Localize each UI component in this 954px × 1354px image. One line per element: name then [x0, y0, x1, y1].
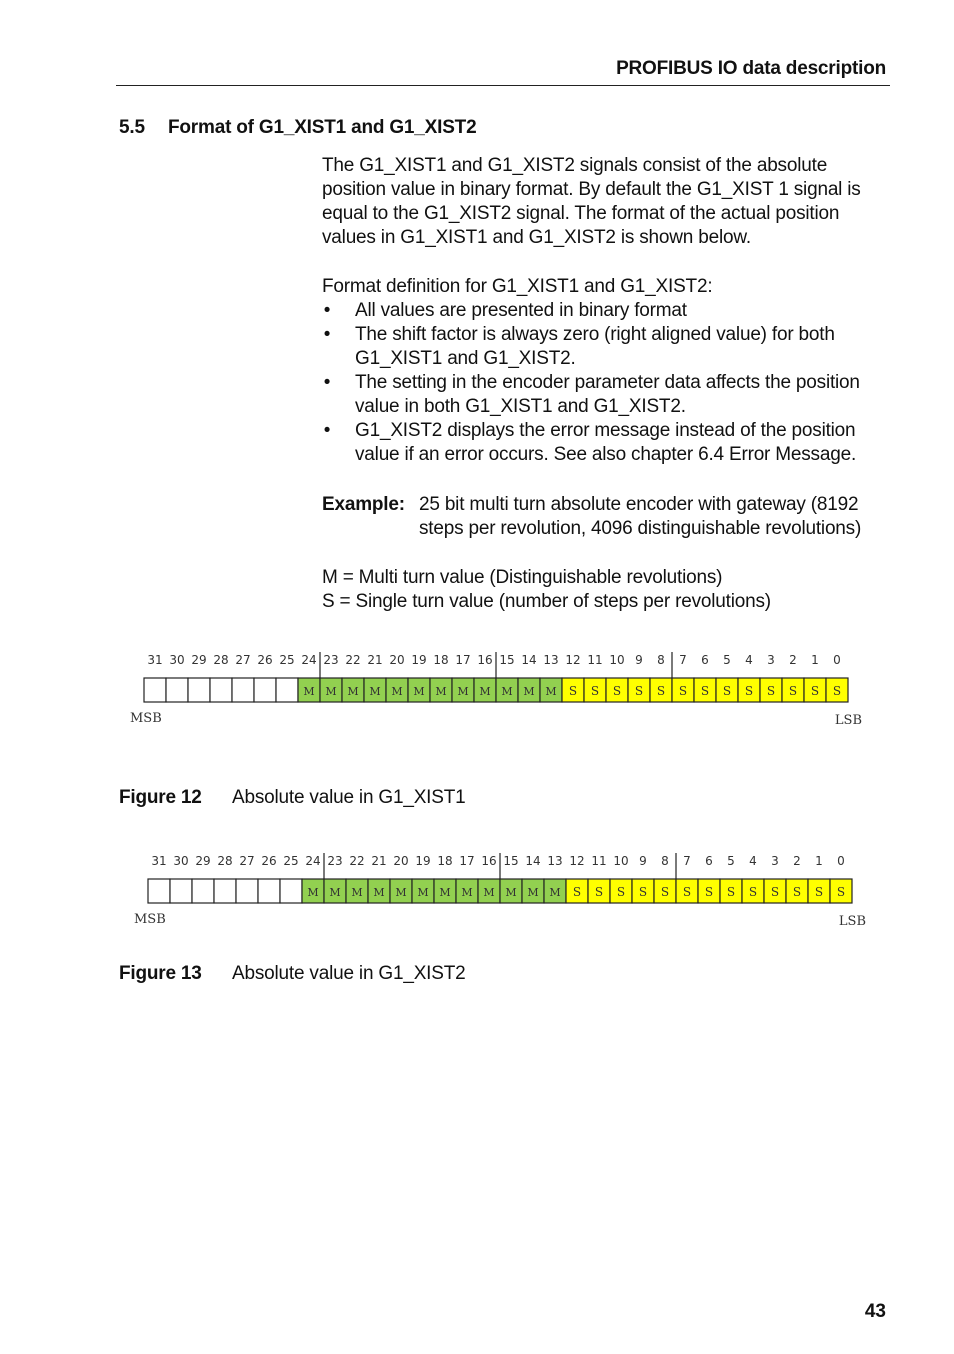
- bit-cell: [258, 879, 280, 903]
- bit-number-label: 10: [609, 653, 625, 667]
- bit-number-label: 23: [323, 653, 339, 667]
- bit-cell: [276, 678, 298, 702]
- bit-cell-label: S: [682, 885, 692, 899]
- bit-cell-label: M: [457, 685, 469, 698]
- bit-number-label: 30: [173, 854, 189, 868]
- bit-number-label: 28: [213, 653, 229, 667]
- bit-cell: [144, 678, 166, 702]
- bit-cell-label: S: [788, 684, 798, 698]
- bit-number-label: 31: [147, 653, 163, 667]
- bit-cell: [192, 879, 214, 903]
- section-number: 5.5: [119, 117, 145, 138]
- bit-number-label: 5: [723, 653, 731, 667]
- bit-cell-label: S: [770, 885, 780, 899]
- bit-cell-label: M: [483, 886, 495, 899]
- example-block: [322, 493, 892, 541]
- bit-cell-label: S: [766, 684, 776, 698]
- bit-cell: [166, 678, 188, 702]
- bullet-item: • G1_XIST2 displays the error message instead of the position value if an error occurs. See also chapter 6.4 Error Message.: [323, 420, 857, 465]
- bit-number-label: 2: [793, 854, 801, 868]
- bit-cell-label: M: [523, 685, 535, 698]
- bit-number-label: 18: [433, 653, 449, 667]
- msb-label: MSB: [134, 912, 166, 927]
- bit-cell-label: M: [435, 685, 447, 698]
- bit-cell-label: S: [832, 684, 842, 698]
- bit-cell-label: S: [656, 684, 666, 698]
- bit-number-label: 7: [679, 653, 687, 667]
- bullet-item: • All values are presented in binary format: [323, 300, 687, 321]
- bit-cell-label: S: [744, 684, 754, 698]
- bit-cell: [280, 879, 302, 903]
- bit-cell-label: M: [413, 685, 425, 698]
- bitfield-diagram-g1-xist2: [130, 847, 870, 931]
- section-heading: [119, 117, 476, 139]
- bit-cell-label: S: [748, 885, 758, 899]
- bit-cell: [232, 678, 254, 702]
- bit-cell-label: M: [325, 685, 337, 698]
- bit-cell-label: M: [417, 886, 429, 899]
- bit-number-label: 6: [701, 653, 709, 667]
- bit-number-label: 3: [771, 854, 779, 868]
- running-header-title: PROFIBUS IO data description: [616, 58, 886, 79]
- bit-cell-label: S: [814, 885, 824, 899]
- bit-cell-label: M: [395, 886, 407, 899]
- bit-cell-label: S: [572, 885, 582, 899]
- bit-cell-label: M: [391, 685, 403, 698]
- bit-cell-label: S: [726, 885, 736, 899]
- bit-cell-label: S: [638, 885, 648, 899]
- bit-number-label: 22: [345, 653, 361, 667]
- bit-number-label: 12: [569, 854, 585, 868]
- bit-cell-label: S: [590, 684, 600, 698]
- bit-number-label: 4: [749, 854, 757, 868]
- format-heading: Format definition for G1_XIST1 and G1_XIST2:: [322, 276, 713, 297]
- bit-cell-label: M: [505, 886, 517, 899]
- bit-cell-label: M: [527, 886, 539, 899]
- bit-number-label: 16: [481, 854, 497, 868]
- bit-number-label: 1: [815, 854, 823, 868]
- legend-single-turn: S = Single turn value (number of steps per revolutions): [322, 591, 771, 612]
- format-bullet-list: [322, 299, 892, 467]
- bit-number-label: 29: [195, 854, 211, 868]
- bullet-dot: •: [323, 300, 331, 321]
- bit-cell: [170, 879, 192, 903]
- bit-number-label: 9: [639, 854, 647, 868]
- bit-number-label: 19: [415, 854, 431, 868]
- bullet-dot: •: [323, 324, 331, 345]
- bit-cell: [188, 678, 210, 702]
- bit-number-label: 21: [371, 854, 387, 868]
- bit-cell-label: S: [612, 684, 622, 698]
- bit-number-label: 14: [521, 653, 537, 667]
- bit-number-label: 16: [477, 653, 493, 667]
- legend-multi-turn: M = Multi turn value (Distinguishable revolutions): [322, 567, 723, 588]
- bit-cell-label: S: [722, 684, 732, 698]
- bit-number-label: 25: [279, 653, 295, 667]
- bit-number-label: 5: [727, 854, 735, 868]
- bit-cell: [148, 879, 170, 903]
- bit-number-label: 0: [833, 653, 841, 667]
- bit-number-label: 4: [745, 653, 753, 667]
- bit-cell-label: M: [329, 886, 341, 899]
- bit-cell-label: M: [373, 886, 385, 899]
- figure-title: Absolute value in G1_XIST1: [232, 787, 466, 808]
- bit-number-label: 9: [635, 653, 643, 667]
- bit-number-label: 28: [217, 854, 233, 868]
- bit-number-label: 24: [301, 653, 317, 667]
- bit-cell: [254, 678, 276, 702]
- bit-cell-label: M: [501, 685, 513, 698]
- bit-number-label: 25: [283, 854, 299, 868]
- bit-number-label: 13: [543, 653, 559, 667]
- bullet-dot: •: [323, 420, 331, 441]
- bit-cell-label: M: [351, 886, 363, 899]
- bit-cell-label: S: [634, 684, 644, 698]
- bit-number-label: 18: [437, 854, 453, 868]
- intro-paragraph: [322, 154, 892, 250]
- bit-cell-label: M: [347, 685, 359, 698]
- bit-number-label: 12: [565, 653, 581, 667]
- bit-number-label: 31: [151, 854, 167, 868]
- bit-cell-label: M: [461, 886, 473, 899]
- bit-number-label: 21: [367, 653, 383, 667]
- example-label: Example:: [322, 494, 405, 515]
- bit-number-label: 20: [393, 854, 409, 868]
- bit-cell-label: S: [678, 684, 688, 698]
- bit-number-label: 10: [613, 854, 629, 868]
- bit-number-label: 11: [587, 653, 603, 667]
- bit-cell: [236, 879, 258, 903]
- bit-number-label: 17: [459, 854, 475, 868]
- bit-cell-label: S: [810, 684, 820, 698]
- bit-number-label: 14: [525, 854, 541, 868]
- bit-cell-label: S: [568, 684, 578, 698]
- bit-number-label: 15: [503, 854, 519, 868]
- bit-cell-label: M: [369, 685, 381, 698]
- figure-caption: [119, 787, 466, 809]
- bit-number-label: 30: [169, 653, 185, 667]
- format-definition: [322, 275, 892, 467]
- bit-cell: [214, 879, 236, 903]
- bit-number-label: 27: [235, 653, 251, 667]
- page-number: 43: [864, 1301, 886, 1322]
- bit-number-label: 19: [411, 653, 427, 667]
- msb-label: MSB: [130, 711, 162, 726]
- bit-number-label: 1: [811, 653, 819, 667]
- bit-cell-label: S: [700, 684, 710, 698]
- bit-number-label: 3: [767, 653, 775, 667]
- bit-number-label: 17: [455, 653, 471, 667]
- bit-number-label: 0: [837, 854, 845, 868]
- bit-number-label: 11: [591, 854, 607, 868]
- bit-number-label: 8: [657, 653, 665, 667]
- figure-label: Figure 13: [119, 963, 202, 984]
- bit-number-label: 15: [499, 653, 515, 667]
- bit-number-label: 8: [661, 854, 669, 868]
- bit-number-label: 23: [327, 854, 343, 868]
- bullet-dot: •: [323, 372, 331, 393]
- bit-number-label: 29: [191, 653, 207, 667]
- figure-caption: [119, 963, 466, 985]
- section-title: Format of G1_XIST1 and G1_XIST2: [168, 117, 477, 138]
- bit-number-label: 26: [257, 653, 273, 667]
- bit-number-label: 24: [305, 854, 321, 868]
- bit-cell-label: M: [479, 685, 491, 698]
- bit-cell-label: M: [545, 685, 557, 698]
- lsb-label: LSB: [838, 914, 866, 929]
- bit-cell-label: M: [549, 886, 561, 899]
- bit-cell-label: M: [303, 685, 315, 698]
- bit-number-label: 20: [389, 653, 405, 667]
- bitfield-diagram-g1-xist1: [126, 646, 866, 730]
- bit-number-label: 22: [349, 854, 365, 868]
- bit-number-label: 26: [261, 854, 277, 868]
- bit-cell-label: S: [660, 885, 670, 899]
- bit-cell-label: S: [836, 885, 846, 899]
- intro-line: values in G1_XIST1 and G1_XIST2 is shown below.: [322, 227, 751, 248]
- intro-line: equal to the G1_XIST2 signal. The format of the actual position: [322, 203, 840, 224]
- bit-cell-label: M: [439, 886, 451, 899]
- lsb-label: LSB: [834, 713, 862, 728]
- header-rule: [116, 85, 890, 86]
- bit-number-label: 27: [239, 854, 255, 868]
- intro-line: position value in binary format. By default the G1_XIST 1 signal is: [322, 179, 861, 200]
- bit-number-label: 13: [547, 854, 563, 868]
- bit-number-label: 6: [705, 854, 713, 868]
- example-text: 25 bit multi turn absolute encoder with gateway (8192 steps per revolution, 4096 distinguishable revolutions): [419, 494, 862, 539]
- bit-cell-label: S: [792, 885, 802, 899]
- figure-title: Absolute value in G1_XIST2: [232, 963, 466, 984]
- bullet-item: • The setting in the encoder parameter data affects the position value in both G1_XIST1 and G1_XIST2.: [323, 372, 860, 417]
- legend-block: [322, 566, 892, 614]
- bit-cell-label: S: [704, 885, 714, 899]
- bit-number-label: 7: [683, 854, 691, 868]
- bit-cell: [210, 678, 232, 702]
- figure-label: Figure 12: [119, 787, 202, 808]
- bit-cell-label: S: [616, 885, 626, 899]
- bit-cell-label: M: [307, 886, 319, 899]
- bit-cell-label: S: [594, 885, 604, 899]
- intro-line: The G1_XIST1 and G1_XIST2 signals consist of the absolute: [322, 155, 828, 176]
- bit-number-label: 2: [789, 653, 797, 667]
- bullet-item: • The shift factor is always zero (right aligned value) for both G1_XIST1 and G1_XIST2.: [323, 324, 835, 369]
